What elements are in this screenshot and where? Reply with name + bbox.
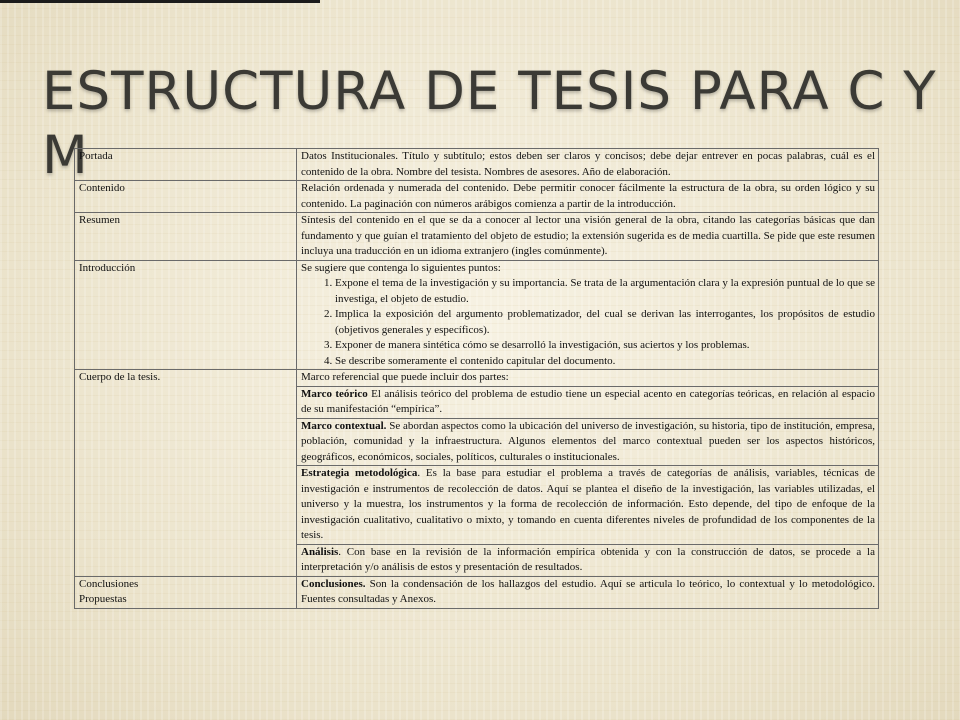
table-row-contenido: [75, 181, 879, 213]
section-cell: Resumen: [75, 213, 297, 261]
description-cell: [297, 386, 879, 418]
conclusiones-text: Son la condensación de los hallazgos del estudio. Aquí se articula lo teórico, lo contextual y lo metodológico. Fuentes consultadas y Anexos.: [301, 577, 875, 605]
conclusiones-section-label: Conclusiones: [79, 577, 139, 590]
description-cell: Datos Institucionales. Título y subtítulo; estos deben ser claros y concisos; debe dejar entrever en pocas palabras, cuál es el contenido de la obra. Nombre del tesista. Nombres de asesores. Año de elaboración.: [297, 149, 879, 181]
section-cell: [75, 576, 297, 608]
description-cell: [297, 418, 879, 466]
list-item: 3. Exponer de manera sintética cómo se desarrolló la investigación, sus aciertos y los problemas.: [335, 338, 875, 354]
conclusiones-label: Conclusiones.: [301, 577, 366, 590]
estrategia-text: . Es la base para estudiar el problema a través de categorías de análisis, variables, técnicas de investigación e instrumentos de recolección de datos. Aquí se plantea el diseño de la investigación, las variables utilizadas, el universo y la muestra, los instrumentos y la forma de recolección de información. Esto depende, del tipo de enfoque de la investigación cualitativo, cualitativo o mixto, y tomando en cuenta diferentes niveles de profundidad de los componentes de la tesis.: [301, 467, 875, 541]
table-row-resumen: [75, 213, 879, 261]
section-cell: Introducción: [75, 260, 297, 370]
list-item: 4. Se describe someramente el contenido capitular del documento.: [335, 354, 875, 370]
introduccion-intro: Se sugiere que contenga lo siguientes puntos:: [301, 261, 501, 274]
description-cell: Síntesis del contenido en el que se da a conocer al lector una visión general de la obra, citando las categorías básicas que dan fundamento y que guían el tratamiento del objeto de estudio; la extensión sugerida es de media cuartilla. Se pide que este resumen incluya una traducción en un idioma extranjero (ingles comúnmente).: [297, 213, 879, 261]
slide-title: ESTRUCTURA DE TESIS PARA C Y M: [42, 61, 937, 186]
marco-teorico-text: El análisis teórico del problema de estudio tiene un especial acento en categorías teóricas, en relación al espacio de su manifestación “empírica”.: [301, 387, 875, 415]
description-cell: Relación ordenada y numerada del contenido. Debe permitir conocer fácilmente la estructura de la obra, su orden lógico y su contenido. La paginación con números arábigos comienza a partir de la introducción.: [297, 181, 879, 213]
table-row-introduccion: [75, 260, 879, 370]
propuestas-section-label: Propuestas: [79, 593, 127, 605]
description-cell: [297, 260, 879, 370]
thesis-structure-table: [74, 148, 879, 609]
table-row-portada: [75, 149, 879, 181]
analisis-text: . Con base en la revisión de la información empírica obtenida y con la construcción de datos, se procede a la interpretación y/o análisis de estos y presentación de resultados.: [301, 545, 875, 573]
marco-teorico-label: Marco teórico: [301, 387, 368, 400]
introduccion-points-list: [301, 276, 875, 369]
description-cell: [297, 544, 879, 576]
description-cell: [297, 576, 879, 608]
top-accent-line: [0, 0, 320, 3]
description-cell: [297, 466, 879, 545]
section-cell: Portada: [75, 149, 297, 181]
analisis-label: Análisis: [301, 545, 339, 558]
table-row-cuerpo-intro: [75, 370, 879, 387]
list-item: 2. Implica la exposición del argumento problematizador, del cual se derivan las interrogantes, los propósitos de estudio (objetivos generales y específicos).: [335, 307, 875, 338]
section-cell: Contenido: [75, 181, 297, 213]
section-cell: Cuerpo de la tesis.: [75, 370, 297, 577]
list-item: 1. Expone el tema de la investigación y su importancia. Se trata de la argumentación clara y la expresión puntual de lo que se investiga, el objeto de estudio.: [335, 276, 875, 307]
estrategia-label: Estrategia metodológica: [301, 467, 418, 479]
marco-contextual-text: Se abordan aspectos como la ubicación del universo de investigación, su historia, tipo de institución, empresa, población, comunidad y la infraestructura. Algunos elementos del marco contextual pueden ser los aspectos históricos, geográficos, económicos, sociales, políticos, culturales o institucionales.: [301, 419, 875, 463]
table-row-conclusiones: [75, 576, 879, 608]
description-cell: Marco referencial que puede incluir dos partes:: [297, 370, 879, 387]
marco-contextual-label: Marco contextual.: [301, 419, 387, 432]
